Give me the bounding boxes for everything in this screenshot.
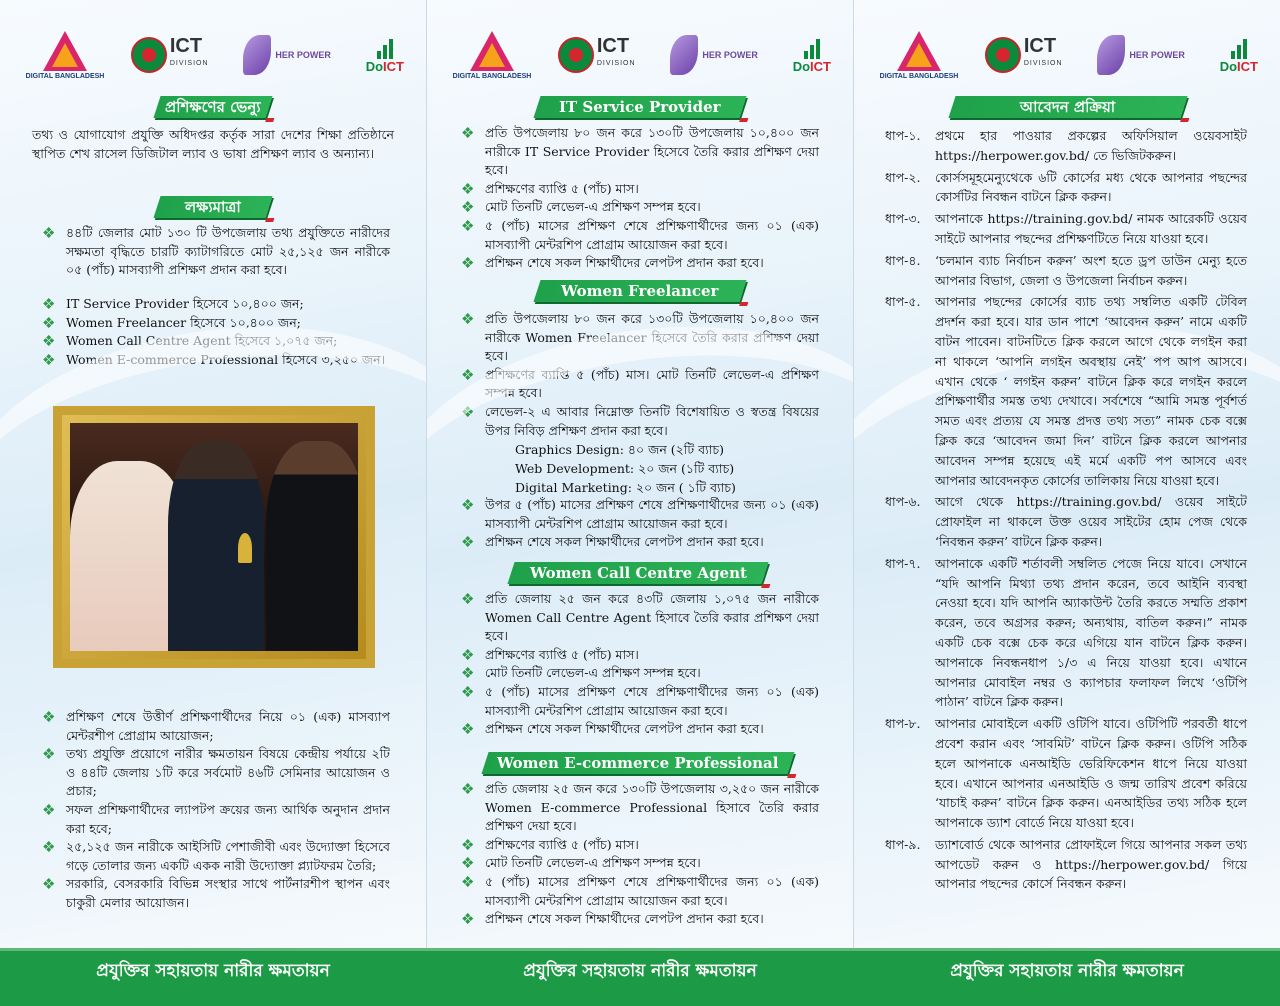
sub-course-item: Digital Marketing: ২০ জন ( ১টি ব্যাচ) <box>515 480 736 495</box>
ict-division-logo <box>558 37 636 73</box>
panel-left <box>0 0 426 948</box>
list-item: ❖ Women Call Centre Agent হিসেবে ১,০৭৫ জন; <box>40 332 390 351</box>
application-step <box>885 126 1247 166</box>
digital-bangladesh-logo <box>452 31 532 80</box>
step-number: ধাপ-৩. <box>885 211 921 227</box>
application-title: আবেদন প্রক্রিয়া <box>1020 98 1116 116</box>
list-item: ❖ Women E-commerce Professional হিসেবে ৩,২৫০ জন। <box>40 351 390 370</box>
step-number: ধাপ-৫. <box>885 294 921 310</box>
ict-division-logo <box>985 37 1063 73</box>
ict-text: ICT <box>1023 35 1057 57</box>
step-number: ধাপ-২. <box>885 169 921 185</box>
her-power-logo <box>243 35 331 75</box>
application-steps <box>885 126 1247 896</box>
activities-list <box>40 708 390 913</box>
wecp-list <box>459 780 819 929</box>
wf-title-banner <box>533 280 746 302</box>
step-number: ধাপ-৬. <box>885 494 921 510</box>
application-step <box>885 492 1247 551</box>
list-item: ❖ প্রশিক্ষণ শেষে উত্তীর্ণ প্রশিক্ষণার্থীদের নিয়ে ০১ (এক) মাসব্যাপ মেন্টরশীপ প্রোগ্রাম আয়োজন; <box>40 708 390 745</box>
venue-text: তথ্য ও যোগাযোগ প্রযুক্তি অধিদপ্তর কর্তৃক সারা দেশের শিক্ষা প্রতিষ্ঠানে স্থাপিত শেখ রাসেল ডিজিটাল ল্যাব ও ভাষা প্রশিক্ষণ ল্যাব ও অন্যান্য। <box>32 127 394 161</box>
her-power-text: HER POWER <box>275 50 331 60</box>
list-item: ❖ সরকারি, বেসরকারি বিভিন্ন সংস্থার সাথে পার্টনারশীপ স্থাপন এবং চাকুরী মেলার আয়োজন। <box>40 875 390 912</box>
sub-course-item: Graphics Design: ৪০ জন (২টি ব্যাচ) <box>515 442 724 457</box>
application-step <box>885 835 1247 894</box>
step-number: ধাপ-৪. <box>885 252 921 268</box>
target-title: লক্ষ্যমাত্রা <box>185 198 241 216</box>
list-item: ❖ প্রশিক্ষণের ব্যাপ্তি ৫ (পাঁচ) মাস। <box>459 646 819 665</box>
target-title-banner <box>153 196 272 218</box>
application-step <box>885 714 1247 833</box>
wcca-title-banner <box>507 562 768 584</box>
list-item: ❖ Women Freelancer হিসেবে ১০,৪০০ জন; <box>40 314 390 333</box>
logo-row <box>879 26 1258 84</box>
application-title-banner <box>948 96 1187 118</box>
application-step <box>885 251 1247 291</box>
her-power-text: HER POWER <box>1129 50 1185 60</box>
list-item: ❖ প্রশিক্ষণের ব্যাপ্তি ৫ (পাঁচ) মাস। <box>459 180 819 199</box>
footer-slogan: প্রযুক্তির সহায়তায় নারীর ক্ষমতায়ন <box>950 961 1184 981</box>
list-item: ❖ প্রশিক্ষণের ব্যাপ্তি ৫ (পাঁচ) মাস। মোট তিনটি লেভেল-এ প্রশিক্ষণ সম্পন্ন হবে। <box>459 366 819 403</box>
list-item: ❖ উপর ৫ (পাঁচ) মাসের প্রশিক্ষণ শেষে প্রশিক্ষণার্থীদের জন্য ০১ (এক) মাসব্যাপী মেন্টরশিপ প্রোগ্রাম আয়োজন করা হবে। <box>459 496 819 533</box>
doict-text-b: ICT <box>383 58 404 74</box>
digital-bangladesh-text: DIGITAL BANGLADESH <box>452 72 532 80</box>
step-number: ধাপ-৭. <box>885 555 921 571</box>
step-text: প্রথমে হার পাওয়ার প্রকল্পের অফিসিয়াল ওয়েবসাইট https://herpower.gov.bd/ তে ভিজিটকরুন। <box>935 128 1247 163</box>
wf-sub-list <box>515 440 815 497</box>
ict-sub-text: DIVISION <box>596 60 636 67</box>
list-item: ❖ লেভেল-২ এ আবার নিম্নোক্ত তিনটি বিশেষায়িত ও স্বতন্ত্র বিষয়ের উপর নিবিড় প্রশিক্ষণ প্রদান করা হবে। <box>459 403 819 440</box>
sub-course-item: Web Development: ২০ জন (১টি ব্যাচ) <box>515 461 735 476</box>
her-power-text: HER POWER <box>702 50 758 60</box>
step-number: ধাপ-৮. <box>885 716 921 732</box>
doict-text-b: ICT <box>1237 58 1258 74</box>
list-item: ❖ প্রশিক্ষন শেষে সকল শিক্ষার্থীদের লেপটপ প্রদান করা হবে। <box>459 254 819 273</box>
list-item: ❖ সফল প্রশিক্ষণার্থীদের ল্যাপটপ ক্রয়ের জন্য আর্থিক অনুদান প্রদান করা হবে; <box>40 801 390 838</box>
doict-text-a: Do <box>1219 58 1238 74</box>
her-power-logo <box>1097 35 1185 75</box>
target-list <box>40 224 390 280</box>
list-item: ❖ মোট তিনটি লেভেল-এ প্রশিক্ষণ সম্পন্ন হবে। <box>459 664 819 683</box>
application-step <box>885 209 1247 249</box>
footer-slogan: প্রযুক্তির সহায়তায় নারীর ক্ষমতায়ন <box>523 961 757 981</box>
step-text: কোর্সসমূহমেন্যুথেকে ৬টি কোর্সের মধ্য থেকে আপনার পছন্দের কোর্সটির নিবন্ধন বাটনে ক্লিক করুন। <box>935 169 1247 205</box>
wf-list <box>459 310 819 440</box>
wcca-list <box>459 590 819 739</box>
doict-logo <box>366 37 404 74</box>
list-item: ❖ তথ্য প্রযুক্তি প্রয়োগে নারীর ক্ষমতায়ন বিষয়ে কেন্দ্রীয় পর্যায়ে ২টি ও ৪৪টি জেলায় ১টি করে সর্বমোট ৪৬টি সেমিনার আয়োজন ও প্রচার; <box>40 745 390 801</box>
award-photo-frame <box>53 406 375 668</box>
itsp-title-banner <box>533 96 746 118</box>
ict-text: ICT <box>596 35 630 57</box>
list-item: ❖ প্রতি জেলায় ২৫ জন করে ১৩০টি উপজেলায় ৩,২৫০ জন নারীকে Women E-commerce Professional হিসাবে তৈরি করার প্রশিক্ষণ দেয়া হবে। <box>459 780 819 836</box>
list-item: ❖ প্রশিক্ষন শেষে সকল শিক্ষার্থীদের লেপটপ প্রদান করা হবে। <box>459 533 819 552</box>
step-number: ধাপ-৯. <box>885 836 921 852</box>
doict-logo <box>1220 37 1258 74</box>
list-item: ❖ মোট তিনটি লেভেল-এ প্রশিক্ষণ সম্পন্ন হবে। <box>459 854 819 873</box>
itsp-list <box>459 124 819 273</box>
application-step <box>885 292 1247 490</box>
doict-logo <box>793 37 831 74</box>
wf-title: Women Freelancer <box>561 282 719 300</box>
award-photo <box>70 423 358 651</box>
list-item: ❖ প্রশিক্ষন শেষে সকল শিক্ষার্থীদের লেপটপ প্রদান করা হবে। <box>459 720 819 739</box>
step-text: আপনাকে একটি শর্তাবলী সম্বলিত পেজে নিয়ে যাবে। সেখানে “যদি আপনি মিথ্যা তথ্য প্রদান করেন, তবে আইনি ব্যবস্থা নেওয়া হবে। যদি আপনি অ্যাকাউন্ট তৈরি করতে সম্মতি প্রকাশ করেন, তবে অগ্রসর করুন; অন্যথায়, বাতিল করুন।” নামক একটি চেক বক্সে চেক করে এগিয়ে যান বাটনে ক্লিক করুন। আপনাকে নিবন্ধনধাপ ১/৩ এ নিয়ে যাওয়া হবে। এখানে আপনার মোবাইল নম্বর ও ক্যাপচার ফলাফল লিখে ‘ওটিপি পাঠান’ বাটনে ক্লিক করুন। <box>935 555 1247 710</box>
itsp-title: IT Service Provider <box>559 98 721 116</box>
doict-text-a: Do <box>792 58 811 74</box>
venue-title-banner <box>153 96 272 118</box>
step-text: ড্যাশবোর্ড থেকে আপনার প্রোফাইলে গিয়ে আপনার সকল তথ্য আপডেট করুন ও https://herpower.gov.bd/ গিয়ে আপনার পছন্দের কোর্সে নিবন্ধন করুন। <box>935 836 1247 892</box>
list-item: ❖ প্রতি উপজেলায় ৮০ জন করে ১৩০টি উপজেলায় ১০,৪০০ জন নারীকে Women Freelancer হিসেবে তৈরি করার প্রশিক্ষণ দেয়া হবে। <box>459 310 819 366</box>
application-step <box>885 168 1247 208</box>
list-item: ❖ IT Service Provider হিসেবে ১০,৪০০ জন; <box>40 295 390 314</box>
application-step <box>885 554 1247 712</box>
step-text: আপনাকে https://training.gov.bd/ নামক আরেকটি ওয়েব সাইটে আপনার পছন্দের প্রশিক্ষণটিতে নিয়ে যাওয়া হবে। <box>935 211 1247 246</box>
step-text: আপনার মোবাইলে একটি ওটিপি যাবে। ওটিপিটি পরবর্তী ধাপে প্রবেশ করান এবং ‘সাবমিট’ বাটনে ক্লিক করুন। ওটিপি সঠিক হলে আপনাকে এনআইডি ভেরিফিকেশন ধাপে নিয়ে যাওয়া হবে। এখানে আপনার এনআইডি ও জন্ম তারিখ প্রবেশ করিয়ে ‘যাচাই করুন’ বাটনে ক্লিক করুন। এনআইডির তথ্য সঠিক হলে আপনাকে ড্যাশ বোর্ডে নিয়ে যাওয়া হবে। <box>935 716 1247 831</box>
doict-text-b: ICT <box>810 58 831 74</box>
venue-title: প্রশিক্ষণের ভেন্যু <box>165 98 261 116</box>
list-item: ❖ প্রশিক্ষণের ব্যাপ্তি ৫ (পাঁচ) মাস। <box>459 836 819 855</box>
wecp-title: Women E-commerce Professional <box>497 754 779 772</box>
list-item: ❖ ২৫,১২৫ জন নারীকে আইসিটি পেশাজীবী এবং উদ্যোক্তা হিসেবে গড়ে তোলার জন্য একটি একক নারী উদ্যোক্তা প্ল্যাটফরম তৈরি; <box>40 838 390 875</box>
ict-text: ICT <box>169 35 203 57</box>
list-item: ❖ ৫ (পাঁচ) মাসের প্রশিক্ষণ শেষে প্রশিক্ষণার্থীদের জন্য ০১ (এক) মাসব্যাপী মেন্টরশিপ প্রোগ্রাম আয়োজন করা হবে। <box>459 873 819 910</box>
doict-text-a: Do <box>365 58 384 74</box>
panel-middle <box>427 0 853 948</box>
her-power-logo <box>670 35 758 75</box>
list-item: ❖ প্রশিক্ষন শেষে সকল শিক্ষার্থীদের লেপটপ প্রদান করা হবে। <box>459 910 819 929</box>
list-item: ❖ ৫ (পাঁচ) মাসের প্রশিক্ষণ শেষে প্রশিক্ষণার্থীদের জন্য ০১ (এক) মাসব্যাপী মেন্টরশিপ প্রোগ্রাম আয়োজন করা হবে। <box>459 683 819 720</box>
wf-list-2 <box>459 496 819 552</box>
list-item: ❖ মোট তিনটি লেভেল-এ প্রশিক্ষণ সম্পন্ন হবে। <box>459 198 819 217</box>
list-item: ❖ প্রতি জেলায় ২৫ জন করে ৪৩টি জেলায় ১,০৭৫ জন নারীকে Women Call Centre Agent হিসাবে তৈরি করার প্রশিক্ষণ দেয়া হবে। <box>459 590 819 646</box>
list-item: ❖ প্রতি উপজেলায় ৮০ জন করে ১৩০টি উপজেলায় ১০,৪০০ জন নারীকে IT Service Provider হিসেবে তৈরি করার প্রশিক্ষণ দেয়া হবে। <box>459 124 819 180</box>
step-number: ধাপ-১. <box>885 128 921 143</box>
step-text: ‘চলমান ব্যাচ নির্বাচন করুন’ অংশ হতে ড্রপ ডাউন মেন্যু হতে আপনার বিভাগ, জেলা ও উপজেলা নির্বাচন করুন। <box>935 252 1247 288</box>
digital-bangladesh-logo <box>879 31 959 80</box>
wcca-title: Women Call Centre Agent <box>529 564 747 582</box>
digital-bangladesh-logo <box>25 31 105 80</box>
category-list <box>40 295 390 369</box>
list-item: ❖ ৫ (পাঁচ) মাসের প্রশিক্ষণ শেষে প্রশিক্ষণার্থীদের জন্য ০১ (এক) মাসব্যাপী মেন্টরশিপ প্রোগ্রাম আয়োজন করা হবে। <box>459 217 819 254</box>
footer <box>0 948 1280 1006</box>
ict-division-logo <box>131 37 209 73</box>
logo-row <box>25 26 404 84</box>
step-text: আগে থেকে https://training.gov.bd/ ওয়েব সাইটে প্রোফাইল না থাকলে উক্ত ওয়েব সাইটের হোম পেজ থেকে ‘নিবন্ধন করুন’ বাটনে ক্লিক করুন। <box>935 494 1247 549</box>
list-item: ❖ ৪৪টি জেলার মোট ১৩০ টি উপজেলায় তথ্য প্রযুক্তিতে নারীদের সক্ষমতা বৃদ্ধিতে চারটি ক্যাটাগরিতে মোট ২৫,১২৫ জন নারীকে ০৫ (পাঁচ) মাসব্যাপী প্রশিক্ষণ প্রদান করা হবে। <box>40 224 390 280</box>
digital-bangladesh-text: DIGITAL BANGLADESH <box>25 72 105 80</box>
step-text: আপনার পছন্দের কোর্সের ব্যাচ তথ্য সম্বলিত একটি টেবিল প্রদর্শন করা হবে। যার ডান পাশে ‘আবেদন করুন’ নামে একটি বাটন পাবেন। বাটনটিতে ক্লিক করলে আগে থেকে লগইন করা না থাকলে ‘আপনি লগইন অবস্থায় নেই’ পপ আপ আসবে। এখান থেকে ‘ লগইন করুন’ বাটনে ক্লিক করে লগইন করলে প্রশিক্ষণার্থীর সমস্ত তথ্য দেখাবে। সর্বশেষে “আমি সমস্ত পূর্বশর্ত সমত এবং প্রত্যয় যে সমস্ত প্রদত্ত তথ্য সত্য” নামক চেক বক্সে ক্লিক করে ‘আবেদন জমা দিন’ বাটনে ক্লিক করলে আপনার আবেদন সম্পন্ন হয়েছে এই মর্মে একটি পপ আসবে এবং আপনার আবেদনকৃত কোর্সের তালিকায় নিয়ে যাওয়া হবে। <box>935 294 1247 488</box>
ict-sub-text: DIVISION <box>169 60 209 67</box>
digital-bangladesh-text: DIGITAL BANGLADESH <box>879 72 959 80</box>
logo-row <box>452 26 831 84</box>
ict-sub-text: DIVISION <box>1023 60 1063 67</box>
wecp-title-banner <box>481 752 794 774</box>
footer-slogan: প্রযুক্তির সহায়তায় নারীর ক্ষমতায়ন <box>96 961 330 981</box>
